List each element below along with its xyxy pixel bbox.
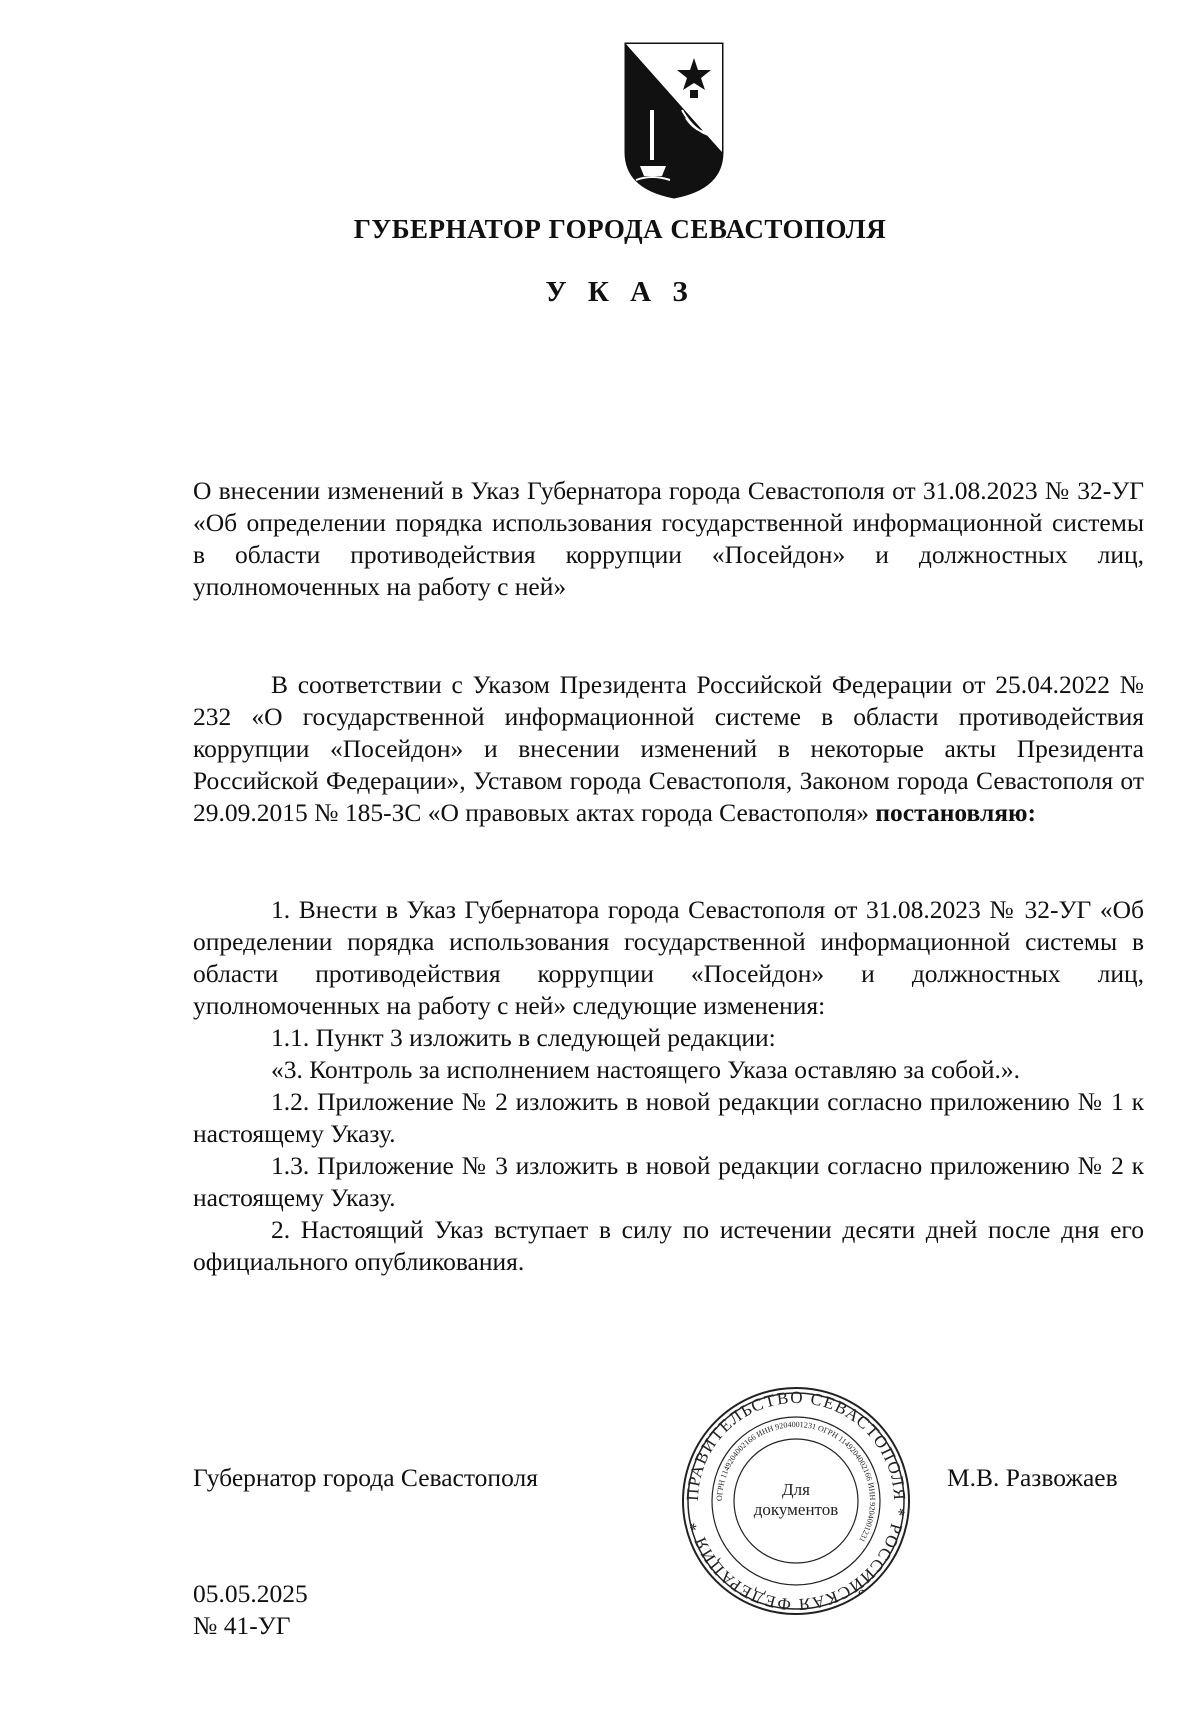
item-1-3: 1.3. Приложение № 3 изложить в новой редакции согласно приложению № 2 к настоящему Указу. <box>193 1151 1144 1212</box>
document-type-title: У К А З <box>545 276 695 308</box>
signatory-name: М.В. Развожаев <box>947 1463 1118 1492</box>
item-1-1: 1.1. Пункт 3 изложить в следующей редакции: <box>271 1023 776 1052</box>
decree-subject: О внесении изменений в Указ Губернатора города Севастополя от 31.08.2023 № 32-УГ «Об определении порядка использования государственной информационной системы в области противодействия коррупции «Посейдон» и должностных лиц, уполномоченных на работу с ней» <box>193 476 1144 601</box>
seal-inner-text: ОГРН 1149204002166 ИНН 9204001231 ОГРН 1149204002166 ИНН 9204001231 <box>714 1419 878 1544</box>
document-date-block <box>193 1578 308 1642</box>
seal-outer-text: ПРАВИТЕЛЬСТВО СЕВАСТОПОЛЯ * РОССИЙСКАЯ ФЕДЕРАЦИЯ * <box>682 1387 910 1615</box>
document-number: № 41-УГ <box>193 1611 291 1640</box>
item-1: 1. Внести в Указ Губернатора города Севастополя от 31.08.2023 № 32-УГ «Об определении порядка использования государственной информационной системы в области противодействия коррупции «Посейдон» и должностных лиц, уполномоченных на работу с ней» следующие изменения: <box>193 895 1144 1020</box>
item-1-2: 1.2. Приложение № 2 изложить в новой редакции согласно приложению № 1 к настоящему Указу. <box>193 1087 1144 1148</box>
document-date: 05.05.2025 <box>193 1579 308 1608</box>
item-1-1-quote: «3. Контроль за исполнением настоящего Указа оставляю за собой.». <box>271 1055 1020 1084</box>
preamble-text: В соответствии с Указом Президента Российской Федерации от 25.04.2022 № 232 «О государственной информационной системе в области противодействия коррупции «Посейдон» и внесении изменений в некоторые акты Президента Российской Федерации», Уставом города Севастополя, Законом города Севастополя от 29.09.2015 № 185-ЗС «О правовых актах города Севастополя» <box>193 670 1144 827</box>
item-2: 2. Настоящий Указ вступает в силу по истечении десяти дней после дня его официального опубликования. <box>193 1215 1144 1276</box>
seal-center-line-1: Для <box>782 1480 810 1499</box>
organization-title: ГУБЕРНАТОР ГОРОДА СЕВАСТОПОЛЯ <box>353 214 887 244</box>
official-seal-stamp <box>680 1385 912 1617</box>
decree-word: постановляю: <box>875 798 1037 827</box>
preamble-paragraph <box>193 669 1144 829</box>
seal-center-line-2: документов <box>753 1500 839 1519</box>
sevastopol-coat-of-arms-icon <box>622 40 726 200</box>
signatory-position: Губернатор города Севастополя <box>193 1463 538 1492</box>
decree-items <box>193 894 1144 1278</box>
preamble <box>193 669 1144 829</box>
